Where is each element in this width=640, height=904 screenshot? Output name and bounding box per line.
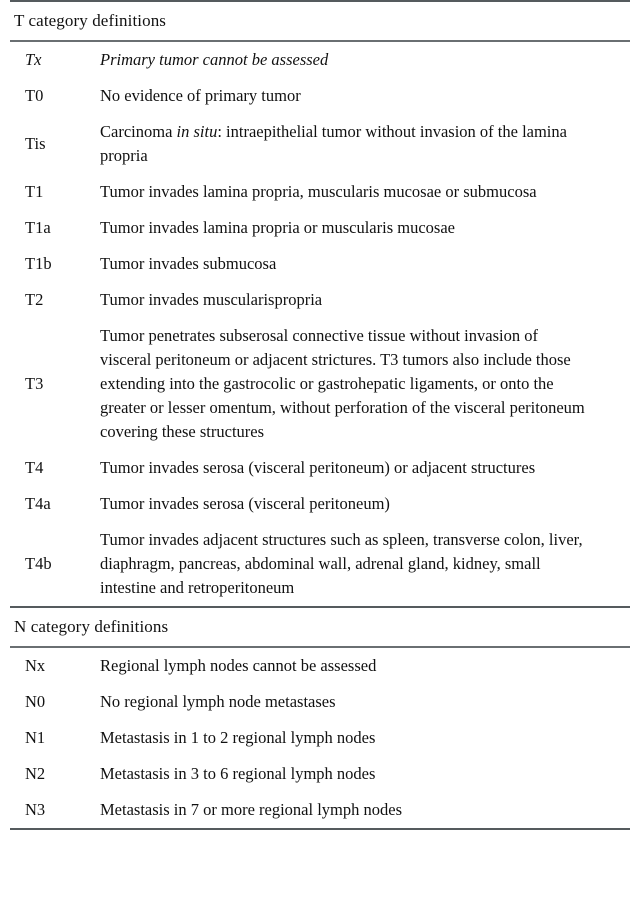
row-label-n3: N3	[25, 800, 46, 819]
table-row	[0, 792, 640, 828]
table-row	[0, 648, 640, 684]
row-description-tis: Carcinoma in situ: intraepithelial tumor without invasion of the lamina propria	[100, 122, 567, 165]
section-rows-n-category	[0, 648, 640, 828]
row-label-t4a: T4a	[25, 494, 51, 513]
row-description-t0: No evidence of primary tumor	[100, 86, 301, 105]
row-description-n2: Metastasis in 3 to 6 regional lymph nodes	[100, 764, 376, 783]
row-description-t1a: Tumor invades lamina propria or muscularis mucosae	[100, 218, 455, 237]
row-description-t1: Tumor invades lamina propria, muscularis mucosae or submucosa	[100, 182, 537, 201]
table-row	[0, 282, 640, 318]
row-label-t4: T4	[25, 458, 44, 477]
row-description-t4b: Tumor invades adjacent structures such as spleen, transverse colon, liver, diaphragm, pancreas, abdominal wall, adrenal gland, kidney, small intestine and retroperitoneum	[100, 530, 583, 597]
table-bottom-rule	[10, 828, 630, 830]
row-description-t1b: Tumor invades submucosa	[100, 254, 277, 273]
table-row	[0, 684, 640, 720]
row-description-nx: Regional lymph nodes cannot be assessed	[100, 656, 377, 675]
table-row	[0, 78, 640, 114]
row-description-t2: Tumor invades muscularispropria	[100, 290, 323, 309]
row-label-t2: T2	[25, 290, 44, 309]
table-row	[0, 756, 640, 792]
table-row	[0, 42, 640, 78]
table-row	[0, 720, 640, 756]
row-label-n2: N2	[25, 764, 46, 783]
table-row	[0, 210, 640, 246]
row-label-tis: Tis	[25, 134, 46, 153]
row-label-n0: N0	[25, 692, 46, 711]
table-row	[0, 318, 640, 450]
table-row	[0, 522, 640, 606]
table-row	[0, 450, 640, 486]
row-description-tx: Primary tumor cannot be assessed	[100, 50, 329, 69]
row-description-t4: Tumor invades serosa (visceral peritoneum) or adjacent structures	[100, 458, 536, 477]
section-header-t-category: T category definitions	[14, 11, 167, 30]
row-description-n0: No regional lymph node metastases	[100, 692, 336, 711]
row-label-t4b: T4b	[25, 554, 52, 573]
table-row	[0, 174, 640, 210]
row-label-t0: T0	[25, 86, 44, 105]
table-row	[0, 246, 640, 282]
row-label-nx: Nx	[25, 656, 46, 675]
table-row	[0, 486, 640, 522]
row-description-n1: Metastasis in 1 to 2 regional lymph nodes	[100, 728, 376, 747]
section-rows-t-category	[0, 42, 640, 606]
row-label-tx: Tx	[25, 50, 42, 69]
row-description-t4a: Tumor invades serosa (visceral peritoneum)	[100, 494, 390, 513]
table-row	[0, 114, 640, 174]
table-sections	[0, 2, 640, 830]
row-label-n1: N1	[25, 728, 46, 747]
row-label-t1b: T1b	[25, 254, 52, 273]
section-header-n-category: N category definitions	[14, 617, 169, 636]
row-label-t1a: T1a	[25, 218, 51, 237]
row-label-t3: T3	[25, 374, 44, 393]
row-label-t1: T1	[25, 182, 44, 201]
row-description-n3: Metastasis in 7 or more regional lymph nodes	[100, 800, 402, 819]
row-description-t3: Tumor penetrates subserosal connective tissue without invasion of visceral peritoneum or adjacent strictures. T3 tumors also include those extending into the gastrocolic or gastrohepatic ligaments, or onto the greater or lesser omentum, without perforation of the visceral peritoneum covering these structures	[100, 326, 585, 441]
